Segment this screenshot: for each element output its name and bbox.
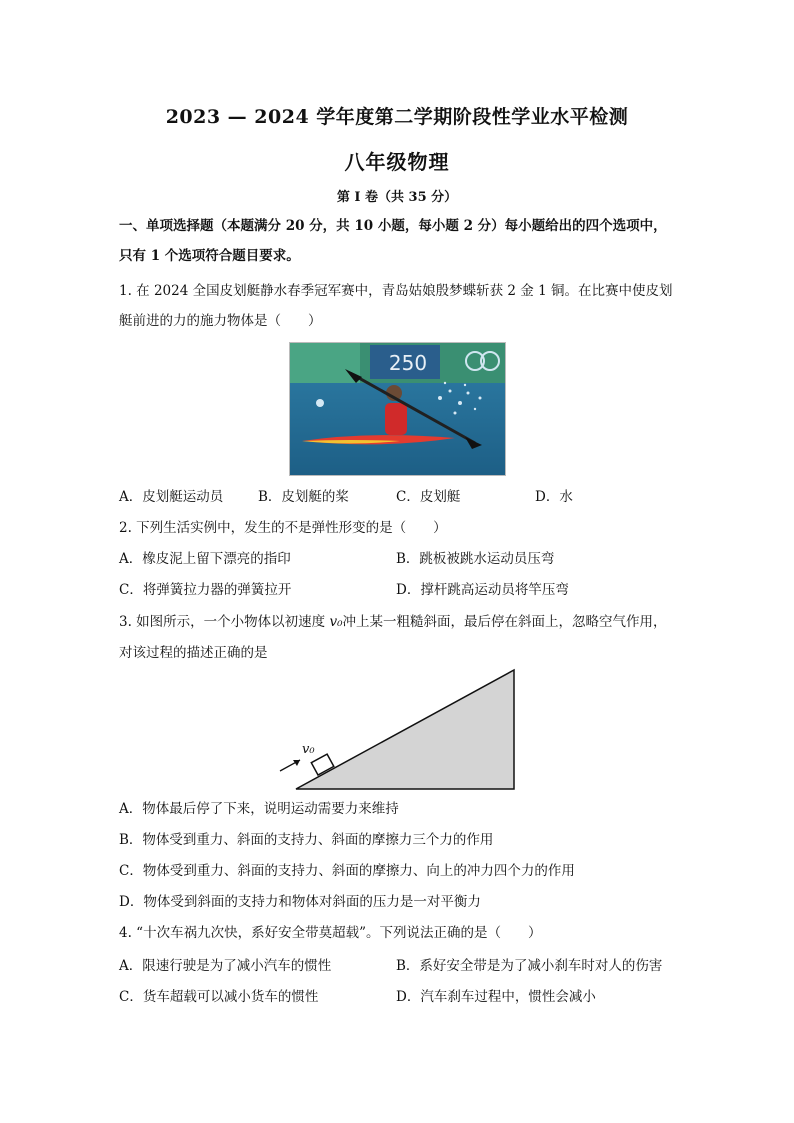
- q3-option-d: D．物体受到斜面的支持力和物体对斜面的压力是一对平衡力: [119, 894, 481, 910]
- q3-stem-part2: 冲上某一粗糙斜面，最后停在斜面上，忽略空气作用，: [342, 614, 667, 630]
- volume-heading: 第 I 卷（共 35 分）: [336, 190, 458, 205]
- q4-stem: 4. “十次车祸九次快，系好安全带莫超载”。下列说法正确的是（ ）: [119, 925, 542, 941]
- q3-stem-part1: 3. 如图所示，一个小物体以初速度: [119, 614, 330, 630]
- incline-triangle: [296, 670, 514, 789]
- q2-option-b: B．跳板被跳水运动员压弯: [396, 551, 555, 567]
- q1-option-d: D．水: [535, 489, 573, 505]
- q4-option-b: B．系好安全带是为了减小刹车时对人的伤害: [396, 958, 663, 974]
- q3-initial-velocity: v₀: [329, 614, 343, 630]
- q1-option-c: C．皮划艇: [396, 489, 461, 505]
- incline-figure: [274, 665, 524, 795]
- q3-option-a: A．物体最后停了下来，说明运动需要力来维持: [119, 801, 399, 817]
- q1-option-b: B．皮划艇的桨: [258, 489, 349, 505]
- q4-option-a: A．限速行驶是为了减小汽车的惯性: [119, 958, 332, 974]
- q4-option-c: C．货车超载可以减小货车的惯性: [119, 989, 319, 1005]
- q1-stem-line2: 艇前进的力的施力物体是（ ）: [119, 313, 322, 329]
- q3-stem-line1: [119, 612, 667, 632]
- q3-stem-line2: 对该过程的描述正确的是: [119, 645, 268, 661]
- banner-number: 250: [388, 351, 428, 375]
- q1-option-a: A．皮划艇运动员: [119, 489, 224, 505]
- q3-option-c: C．物体受到重力、斜面的支持力、斜面的摩擦力、向上的冲力四个力的作用: [119, 863, 575, 879]
- q2-option-d: D．撑杆跳高运动员将竿压弯: [396, 582, 569, 598]
- q2-option-a: A．橡皮泥上留下漂亮的指印: [119, 551, 291, 567]
- q3-option-b: B．物体受到重力、斜面的支持力、斜面的摩擦力三个力的作用: [119, 832, 494, 848]
- kayak-photo: [289, 342, 506, 476]
- v0-label: v₀: [302, 742, 315, 757]
- q2-stem: 2. 下列生活实例中，发生的不是弹性形变的是（ ）: [119, 520, 447, 536]
- section-instructions-line2: 只有 1 个选项符合题目要求。: [119, 248, 300, 264]
- exam-title: 2023 — 2024 学年度第二学期阶段性学业水平检测: [165, 106, 629, 128]
- q2-option-c: C．将弹簧拉力器的弹簧拉开: [119, 582, 292, 598]
- q4-option-d: D．汽车刹车过程中，惯性会减小: [396, 989, 596, 1005]
- section-instructions-line1: 一、单项选择题（本题满分 20 分，共 10 小题，每小题 2 分）每小题给出的四个选项中，: [119, 218, 667, 234]
- q1-stem-line1: 1. 在 2024 全国皮划艇静水春季冠军赛中，青岛姑娘殷梦蝶斩获 2 金 1 铜。在比赛中使皮划: [119, 283, 673, 299]
- exam-subtitle: 八年级物理: [344, 150, 450, 174]
